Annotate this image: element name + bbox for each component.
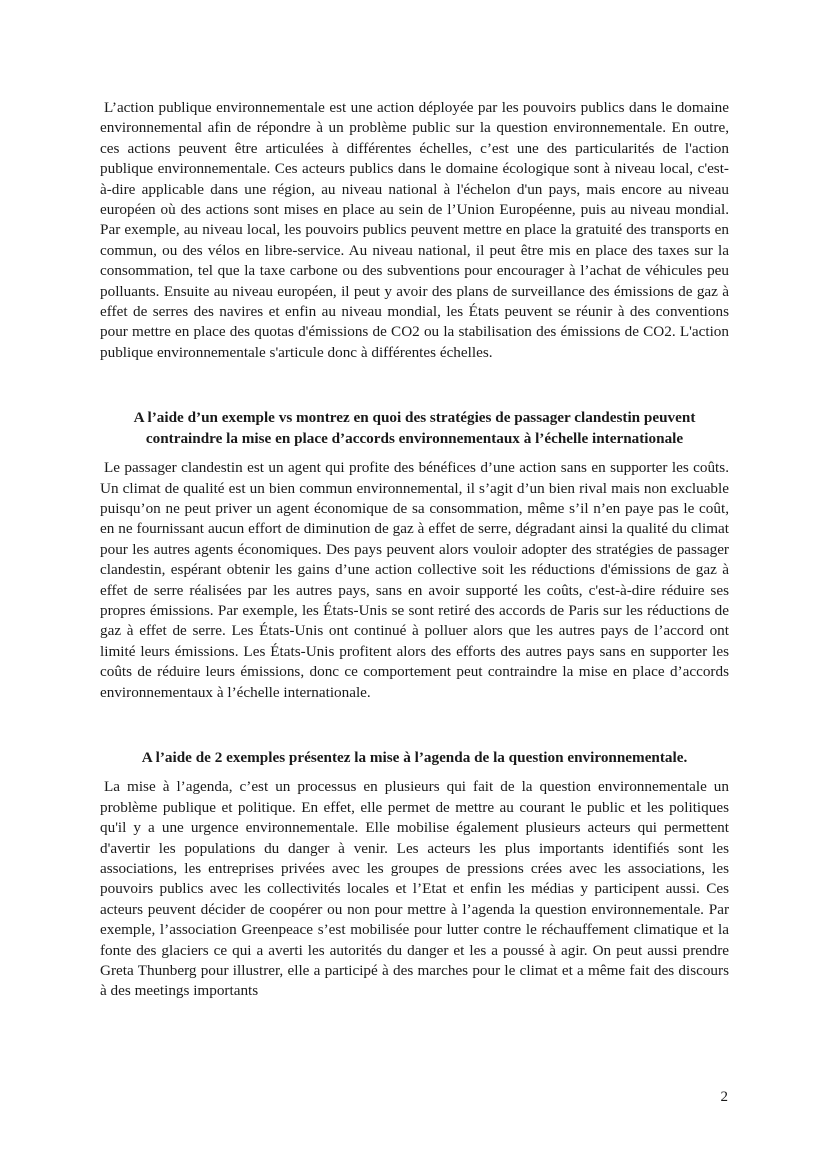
page-number: 2 xyxy=(720,1089,728,1105)
section-heading-passager-clandestin: A l’aide d’un exemple vs montrez en quoi des stratégies de passager clandestin peuvent contraindre la mise en place d’accords environnementaux à l’échelle internationale xyxy=(133,409,696,447)
document-page xyxy=(100,98,729,1002)
paragraph-passager-clandestin: Le passager clandestin est un agent qui profite des bénéfices d’une action sans en supporter les coûts. Un climat de qualité est un bien commun environnemental, il s’agit d’un bien rival mais non excluable puisqu’on ne peut priver un agent économique de sa consommation, même s’il n’en paye pas le coût, en ne fournissant aucun effort de diminution de gaz à effet de serre, dégradant ainsi la qualité du climat pour les autres agents économiques. Des pays peuvent alors vouloir adopter des stratégies de passager clandestin, espérant obtenir les gains d’une action collective soit les réductions d'émissions de gaz à effet de serre réalisées par les autres pays, sans en avoir supporté les coûts, c'est-à-dire réduire ses propres émissions. Par exemple, les États-Unis se sont retiré des accords de Paris sur les réductions de gaz à effet de serre. Les États-Unis ont continué à polluer alors que les autres pays de l’accord ont limité leurs émissions. Les États-Unis profitent alors des efforts des autres pays sans en supporter les coûts de réduire leurs émissions, donc ce comportement peut contraindre la mise en place d’accords environnementaux à l’échelle internationale. xyxy=(100,459,729,701)
paragraph-mise-agenda: La mise à l’agenda, c’est un processus en plusieurs qui fait de la question environnementale un problème publique et politique. En effet, elle permet de mettre au courant le public et les politiques qu'il y a une urgence environnementale. Elle mobilise également plusieurs acteurs qui permettent d'avertir les populations du danger à venir. Les acteurs les plus importants identifiés sont les associations, les entreprises privées avec les groupes de pressions crées avec les associations, les pouvoirs publics avec les collectivités locales et l’Etat et enfin les médias y participent aussi. Ces acteurs peuvent décider de coopérer ou non pour mettre à l’agenda la question environnementale. Par exemple, l’association Greenpeace s’est mobilisée pour lutter contre le réchauffement climatique et la fonte des glaciers ce qui a averti les autorités du danger et les a poussé à agir. On peut aussi prendre Greta Thunberg pour illustrer, elle a participé à des marches pour le climat et a même fait des discours à des meetings importants xyxy=(100,778,729,1000)
section-heading-mise-agenda: A l’aide de 2 exemples présentez la mise à l’agenda de la question environnementale. xyxy=(141,748,688,766)
paragraph-action-publique: L’action publique environnementale est une action déployée par les pouvoirs publics dans le domaine environnemental afin de répondre à un problème public sur la question environnementale. En outre, ces actions peuvent être articulées à différentes échelles, c’est une des particularités de l'action publique environnementale. Ces acteurs publics dans le domaine écologique sont à niveau local, c'est-à-dire applicable dans une région, au niveau national à l'échelon d'un pays, mais encore au niveau européen où des actions sont mises en place au sein de l’Union Européenne, puis au niveau mondial. Par exemple, au niveau local, les pouvoirs publics peuvent mettre en place la gratuité des transports en commun, ou des vélos en libre-service. Au niveau national, il peut être mis en place des taxes sur la consommation, tel que la taxe carbone ou des subventions pour encourager à l’achat de véhicules peu polluants. Ensuite au niveau européen, il peut y avoir des plans de surveillance des émissions de gaz à effet de serres des navires et enfin au niveau mondial, les États peuvent se réunir à des conventions pour mettre en place des quotas d'émissions de CO2 ou la stabilisation des émissions de CO2. L'action publique environnementale s'articule donc à différentes échelles. xyxy=(100,99,729,361)
